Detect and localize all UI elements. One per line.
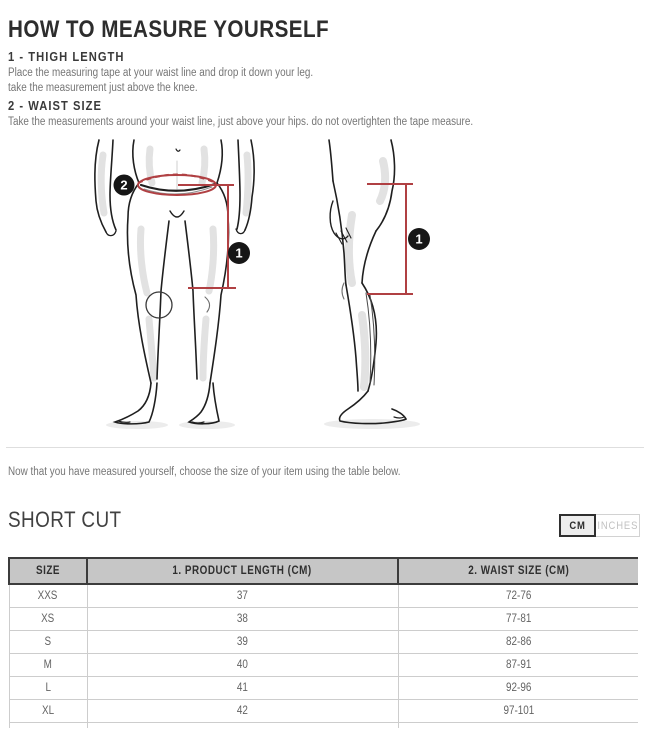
waist-cell (398, 584, 638, 608)
length-value: 40 (236, 659, 248, 671)
table-row-partial (9, 723, 638, 729)
section-heading-waist-size-text: 2 - WAIST SIZE (8, 98, 102, 113)
waist-cell (398, 631, 638, 654)
instruction-line: take the measurement just above the knee. (8, 82, 198, 94)
waist-value: 82-86 (505, 636, 532, 648)
size-cell (9, 723, 87, 729)
side-figure-shading (349, 161, 385, 387)
waist-cell (398, 677, 638, 700)
instruction-line: Place the measuring tape at your waist line and drop it down your leg. (8, 67, 314, 79)
table-row (9, 677, 638, 700)
inches-toggle-label: INCHES (597, 519, 638, 532)
length-value: 38 (236, 613, 248, 625)
table-row (9, 654, 638, 677)
length-value: 39 (236, 636, 248, 648)
col-header-size-text: SIZE (35, 565, 61, 577)
cm-toggle-button[interactable] (559, 514, 596, 537)
size-cell (9, 677, 87, 700)
size-value: S (44, 636, 52, 648)
col-header-product-length-text: 1. PRODUCT LENGTH (CM) (172, 565, 313, 577)
table-intro-note (8, 466, 464, 478)
thigh-badge-front-number: 1 (235, 245, 243, 261)
product-heading (8, 507, 140, 533)
table-header-row (9, 558, 638, 584)
length-value: 42 (236, 705, 248, 717)
col-header-waist-size-text: 2. WAIST SIZE (CM) (467, 565, 570, 577)
section-heading-thigh-length-text: 1 - THIGH LENGTH (8, 49, 125, 64)
size-table (8, 557, 638, 728)
waist-value: 92-96 (505, 682, 532, 694)
waist-cell (398, 654, 638, 677)
size-cell (9, 631, 87, 654)
page-title (8, 17, 381, 42)
size-cell (9, 654, 87, 677)
table-row (9, 631, 638, 654)
measurement-lines (138, 175, 413, 295)
length-cell (87, 608, 398, 631)
table-row (9, 584, 638, 608)
length-cell (87, 584, 398, 608)
length-value: 41 (236, 682, 248, 694)
size-table-container (8, 557, 638, 731)
table-row (9, 700, 638, 723)
waist-cell (398, 723, 638, 729)
section-heading-waist-size (8, 98, 117, 113)
waist-cell (398, 700, 638, 723)
waist-size-instructions (8, 115, 549, 130)
length-cell (87, 723, 398, 729)
length-cell (87, 631, 398, 654)
measurement-illustration (0, 133, 650, 433)
table-intro-note-text: Now that you have measured yourself, choose the size of your item using the table below. (8, 466, 401, 478)
col-header-waist-size (398, 558, 638, 584)
unit-toggle (559, 514, 640, 537)
length-cell (87, 654, 398, 677)
product-heading-text: SHORT CUT (8, 507, 122, 532)
size-value: XL (41, 705, 55, 717)
size-value: XS (41, 613, 55, 625)
waist-value: 97-101 (503, 705, 534, 717)
thigh-badge-side-number: 1 (415, 231, 423, 247)
table-row (9, 608, 638, 631)
size-cell (9, 700, 87, 723)
waist-value: 77-81 (505, 613, 532, 625)
thigh-length-instructions (8, 66, 363, 96)
section-divider (6, 447, 644, 448)
length-cell (87, 677, 398, 700)
size-cell (9, 584, 87, 608)
size-value: XXS (38, 590, 58, 602)
size-cell (9, 608, 87, 631)
inches-toggle-button[interactable] (596, 514, 640, 537)
size-value: L (45, 682, 51, 694)
waist-badge-number: 2 (120, 177, 128, 193)
size-value: M (43, 659, 53, 671)
waist-value: 87-91 (505, 659, 532, 671)
col-header-size (9, 558, 87, 584)
length-cell (87, 700, 398, 723)
section-heading-thigh-length (8, 49, 143, 64)
col-header-product-length (87, 558, 398, 584)
waist-value: 72-76 (505, 590, 532, 602)
cm-toggle-label: CM (569, 519, 586, 532)
instruction-line: Take the measurements around your waist line, just above your hips. do not overtighten the tape measure. (8, 116, 474, 128)
page-title-text: HOW TO MEASURE YOURSELF (8, 16, 330, 43)
waist-cell (398, 608, 638, 631)
length-value: 37 (236, 590, 248, 602)
